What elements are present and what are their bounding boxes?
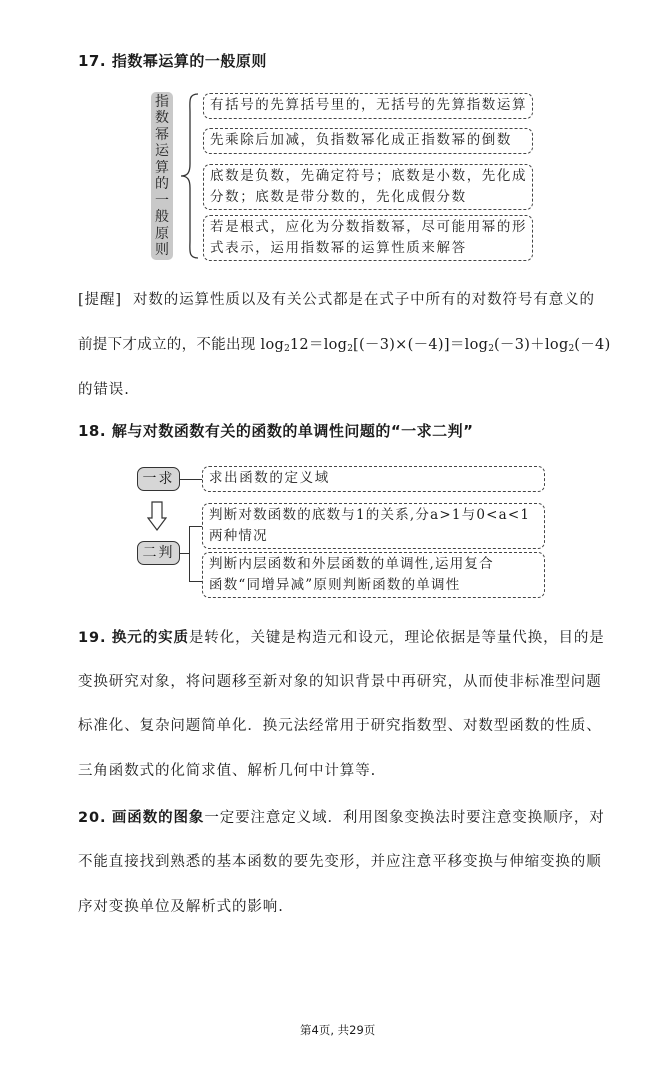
section-19-line-1 — [78, 626, 605, 647]
section-20-line-1 — [78, 806, 605, 827]
label-char: 运 — [155, 143, 169, 160]
connector-line — [189, 526, 202, 527]
label-char: 一 — [155, 192, 169, 209]
principle-box-1 — [203, 93, 533, 119]
reminder-text: 前提下才成立的，不能出现 — [78, 337, 256, 353]
box-text: 底数是负数，先确定符号；底数是小数，先化成 — [210, 168, 528, 184]
tag-erpan: 二判 — [137, 541, 180, 565]
section-19-line-2: 变换研究对象，将问题移至新对象的知识背景中再研究，从而使非标准型问题 — [78, 674, 602, 690]
section-20-number: 20. — [78, 810, 107, 826]
label-char: 原 — [155, 225, 169, 242]
section-19-lead: 换元的实质 — [111, 630, 189, 646]
section-20-line-3: 序对变换单位及解析式的影响. — [78, 899, 284, 915]
box-text: 若是根式，应化为分数指数幂，尽可能用幂的形 — [210, 219, 528, 235]
section-17-heading — [78, 50, 267, 71]
page-number: 第4页, 共29页 — [300, 1023, 376, 1037]
section-20-lead: 画函数的图象 — [111, 810, 205, 826]
box-text: 两种情况 — [209, 528, 268, 544]
connector-line — [189, 581, 202, 582]
tag-yiqiu: 一求 — [137, 467, 180, 491]
diagram-17-label — [151, 92, 173, 260]
box-text: 先乘除后加减，负指数幂化成正指数幂的倒数 — [210, 132, 512, 148]
section-18-number: 18. — [78, 422, 107, 440]
label-char: 般 — [155, 209, 169, 226]
reminder-line-3: 的错误. — [78, 382, 130, 398]
label-char: 幂 — [155, 126, 169, 143]
down-arrow-icon — [147, 501, 167, 531]
reminder-text: 对数的运算性质以及有关公式都是在式子中所有的对数符号有意义的 — [132, 292, 595, 308]
label-char: 算 — [155, 159, 169, 176]
reminder-line-2 — [78, 333, 611, 354]
paragraph-text: 是转化，关键是构造元和设元，理论依据是等量代换，目的是 — [188, 630, 605, 646]
section-19-line-3: 标准化、复杂问题简单化．换元法经常用于研究指数型、对数型函数的性质、 — [78, 718, 602, 734]
reminder-tag: [提醒] — [78, 292, 122, 308]
label-char: 指 — [155, 94, 169, 110]
box-text: 判断对数函数的底数与1的关系,分a>1与0<a<1 — [209, 507, 531, 523]
reminder-line-1 — [78, 288, 595, 309]
box-text: 求出函数的定义域 — [209, 470, 330, 486]
step-box-2 — [202, 503, 545, 549]
section-18-heading — [78, 420, 474, 441]
section-19-number: 19. — [78, 630, 107, 646]
label-char: 则 — [155, 241, 169, 258]
principle-box-3 — [203, 164, 533, 210]
section-17-number: 17. — [78, 52, 107, 70]
step-box-1 — [202, 466, 545, 492]
curly-brace-icon — [178, 92, 202, 260]
label-char: 的 — [155, 176, 169, 193]
section-17-title: 指数幂运算的一般原则 — [111, 52, 267, 70]
label-char: 数 — [155, 110, 169, 127]
principle-box-4 — [203, 215, 533, 261]
section-18-title: 解与对数函数有关的函数的单调性问题的“一求二判” — [111, 422, 474, 440]
log-formula: $\log_212=\log_2[(-3)\times(-4)]=\log_2(-3)+\log_2(-4)$ — [260, 337, 611, 354]
bracket-line — [189, 526, 190, 582]
box-text: 判断内层函数和外层函数的单调性,运用复合 — [209, 556, 494, 572]
paragraph-text: 一定要注意定义域．利用图象变换法时要注意变换顺序，对 — [204, 810, 605, 826]
box-text: 函数“同增异减”原则判断函数的单调性 — [209, 577, 461, 593]
box-text: 式表示，运用指数幂的运算性质来解答 — [210, 240, 467, 256]
principle-box-2 — [203, 128, 533, 154]
step-box-3 — [202, 552, 545, 598]
box-text: 分数；底数是带分数的，先化成假分数 — [210, 189, 467, 205]
connector-line — [180, 479, 202, 480]
section-19-line-4: 三角函数式的化简求值、解析几何中计算等. — [78, 763, 377, 779]
section-20-line-2: 不能直接找到熟悉的基本函数的要先变形，并应注意平移变换与伸缩变换的顺 — [78, 854, 602, 870]
box-text: 有括号的先算括号里的，无括号的先算指数运算 — [210, 97, 528, 113]
